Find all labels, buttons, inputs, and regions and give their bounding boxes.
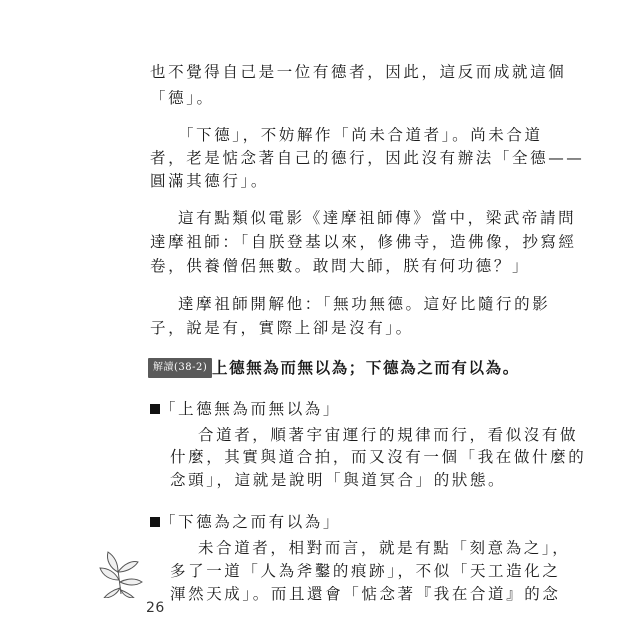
square-bullet-icon — [150, 517, 160, 527]
paragraph-3-line-2: 達摩祖師：「自朕登基以來，修佛寺，造佛像，抄寫經 — [150, 233, 577, 251]
section-1-heading: 「上德無為而無以為」 — [160, 400, 342, 418]
paragraph-4-line-1: 達摩祖師開解他：「無功無德。這好比隨行的影 — [178, 295, 551, 313]
square-bullet-icon — [150, 404, 160, 414]
section-2-line-1: 未合道者，相對而言，就是有點「刻意為之」， — [198, 539, 571, 557]
page-number: 26 — [146, 600, 165, 616]
paragraph-2-line-3: 圓滿其德行」。 — [150, 172, 269, 190]
paragraph-1-line-2: 「德」。 — [150, 89, 215, 107]
section-2-heading: 「下德為之而有以為」 — [160, 513, 342, 531]
section-1-line-3: 念頭」，這就是說明「與道冥合」的狀態。 — [170, 471, 507, 489]
paragraph-4-line-2: 子，說是有，實際上卻是沒有」。 — [150, 319, 414, 337]
section-1-line-2: 什麼，其實與道合拍，而又沒有一個「我在做什麼的 — [170, 448, 587, 466]
section-1-line-1: 合道者，順著宇宙運行的規律而行，看似沒有做 — [198, 426, 579, 444]
paragraph-1-line-1: 也不覺得自己是一位有德者，因此，這反而成就這個 — [150, 63, 567, 81]
paragraph-2-line-1: 「下德」，不妨解作「尚未合道者」。尚未合道 — [178, 126, 543, 144]
commentary-tag: 解讀(38-2) — [148, 358, 212, 378]
section-2-line-2: 多了一道「人為斧鑿的痕跡」，不似「天工造化之 — [170, 562, 561, 580]
paragraph-3-line-3: 卷，供養僧侶無數。敢問大師，朕有何功德？」 — [150, 257, 531, 275]
flower-decoration-icon — [98, 548, 144, 598]
section-2-line-3: 渾然天成」。而且還會「惦念著『我在合道』的念 — [170, 585, 561, 603]
commentary-heading: 上德無為而無以為；下德為之而有以為。 — [212, 358, 520, 377]
paragraph-3-line-1: 這有點類似電影《達摩祖師傳》當中，梁武帝請問 — [178, 209, 577, 227]
paragraph-2-line-2: 者，老是惦念著自己的德行，因此沒有辦法「全德—— — [150, 149, 585, 167]
